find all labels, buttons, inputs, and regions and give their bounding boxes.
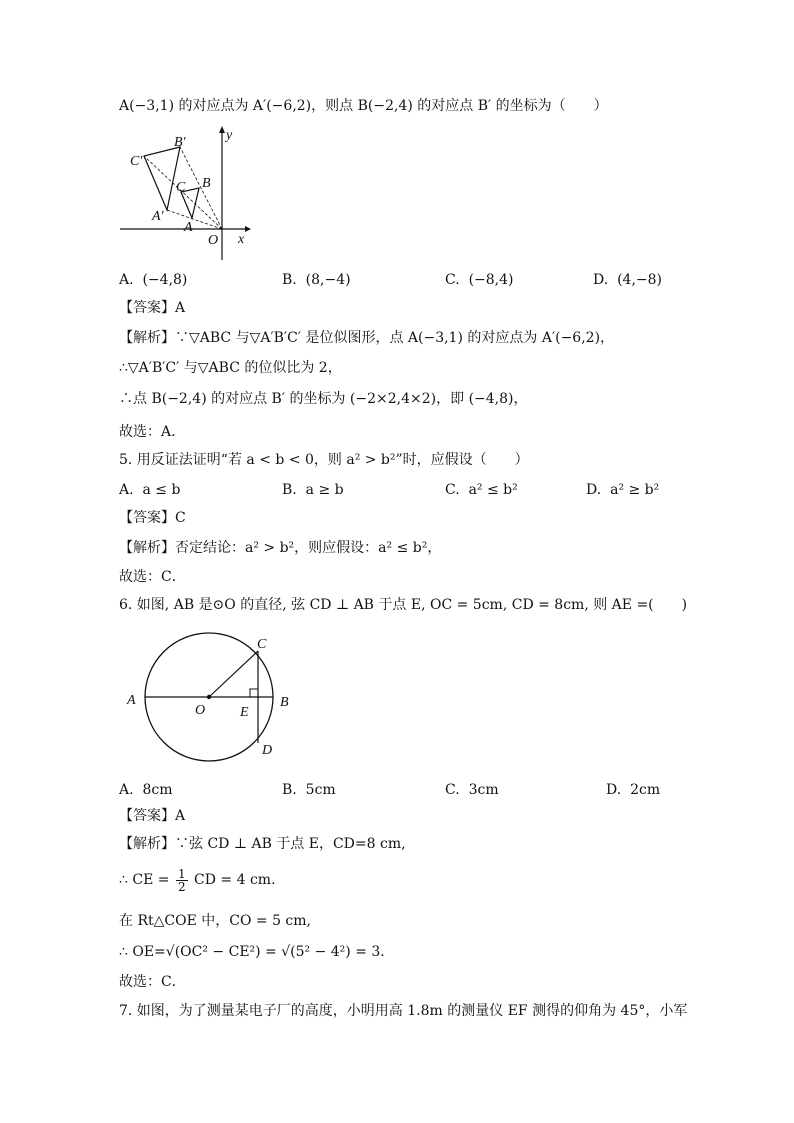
label-c: C (257, 637, 267, 652)
q7-stem: 7. 如图，为了测量某电子厂的高度，小明用高 1.8m 的测量仪 EF 测得的仰角为 45°，小军 (119, 1003, 688, 1019)
q4-option-b: B. (8,−4) (282, 272, 351, 288)
ray-a-prime (167, 210, 222, 229)
q5-answer: 【答案】C (119, 510, 186, 526)
q5-option-c: C. a² ≤ b² (445, 482, 518, 498)
q4-option-a: A. (−4,8) (119, 272, 188, 288)
q4-analysis-line-2: ∴▽A′B′C′ 与▽ABC 的位似比为 2， (119, 360, 342, 376)
q6-analysis-line-5: 故选：C． (119, 974, 186, 990)
label-a: A (127, 693, 136, 708)
q4-answer: 【答案】A (119, 300, 186, 316)
q6-option-a: A. 8cm (119, 782, 173, 798)
q5-option-a: A. a ≤ b (119, 482, 181, 498)
x-axis-arrow (245, 226, 251, 232)
label-y: y (226, 128, 233, 143)
triangle-a-prime-b-prime-c-prime (144, 147, 180, 210)
q6-analysis-line-3: 在 Rt△COE 中，CO = 5 cm, (119, 913, 311, 929)
radius-oc (209, 651, 258, 697)
label-a-prime: A′ (152, 209, 164, 224)
center-point-o (207, 695, 211, 699)
y-axis-arrow (219, 126, 225, 133)
q5-option-d: D. a² ≥ b² (586, 482, 660, 498)
q4-analysis-line-1: 【解析】∵▽ABC 与▽A′B′C′ 是位似图形，点 A(−3,1) 的对应点为 A′(−6,2)， (119, 330, 615, 346)
label-a: A (184, 220, 193, 235)
q4-analysis-line-3: ∴点 B(−2,4) 的对应点 B′ 的坐标为 (−2×2,4×2)，即 (−4,8)， (119, 391, 528, 407)
label-b-prime: B′ (174, 135, 186, 150)
q4-option-d: D. (4,−8) (593, 272, 663, 288)
label-b: B (280, 695, 289, 710)
label-e: E (240, 705, 249, 720)
fraction-one-half: $\frac{1}{2}$ (177, 866, 186, 894)
q5-option-b: B. a ≥ b (282, 482, 344, 498)
label-o: O (208, 233, 219, 248)
q4-coordinate-figure (112, 124, 252, 264)
label-b: B (202, 176, 211, 191)
q6-analysis-line-2: ∴ CE = $\frac{1}{2}$ CD = 4 cm. (119, 866, 276, 894)
q6-answer: 【答案】A (119, 808, 186, 824)
q4-stem: A(−3,1) 的对应点为 A′(−6,2)，则点 B(−2,4) 的对应点 B′ 的坐标为（ ） (119, 98, 608, 114)
q6-analysis-line-4: ∴ OE=√(OC² − CE²) = √(5² − 4²) = 3． (119, 944, 395, 960)
q5-stem: 5. 用反证法证明“若 a < b < 0，则 a² > b²”时，应假设（ ） (119, 452, 529, 468)
q5-analysis-line-1: 【解析】否定结论：a² > b²，则应假设：a² ≤ b²， (119, 540, 442, 556)
q5-analysis-line-2: 故选：C． (119, 569, 186, 585)
q6-circle-figure (122, 628, 302, 768)
label-d: D (262, 743, 273, 758)
q6-option-c: C. 3cm (445, 782, 499, 798)
q6-stem: 6. 如图, AB 是⊙O 的直径, 弦 CD ⊥ AB 于点 E, OC = 5cm, CD = 8cm, 则 AE =( ) (119, 597, 688, 613)
q6-option-b: B. 5cm (282, 782, 336, 798)
q4-option-c: C. (−8,4) (445, 272, 514, 288)
q6-analysis-line-1: 【解析】∵弦 CD ⊥ AB 于点 E，CD=8 cm, (119, 836, 406, 852)
label-o: O (195, 703, 206, 718)
right-angle-mark (250, 689, 258, 697)
label-c-prime: C′ (130, 154, 143, 169)
label-c: C (176, 180, 186, 195)
q6-option-d: D. 2cm (606, 782, 661, 798)
q4-analysis-line-4: 故选：A． (119, 424, 186, 440)
label-x: x (238, 232, 245, 247)
